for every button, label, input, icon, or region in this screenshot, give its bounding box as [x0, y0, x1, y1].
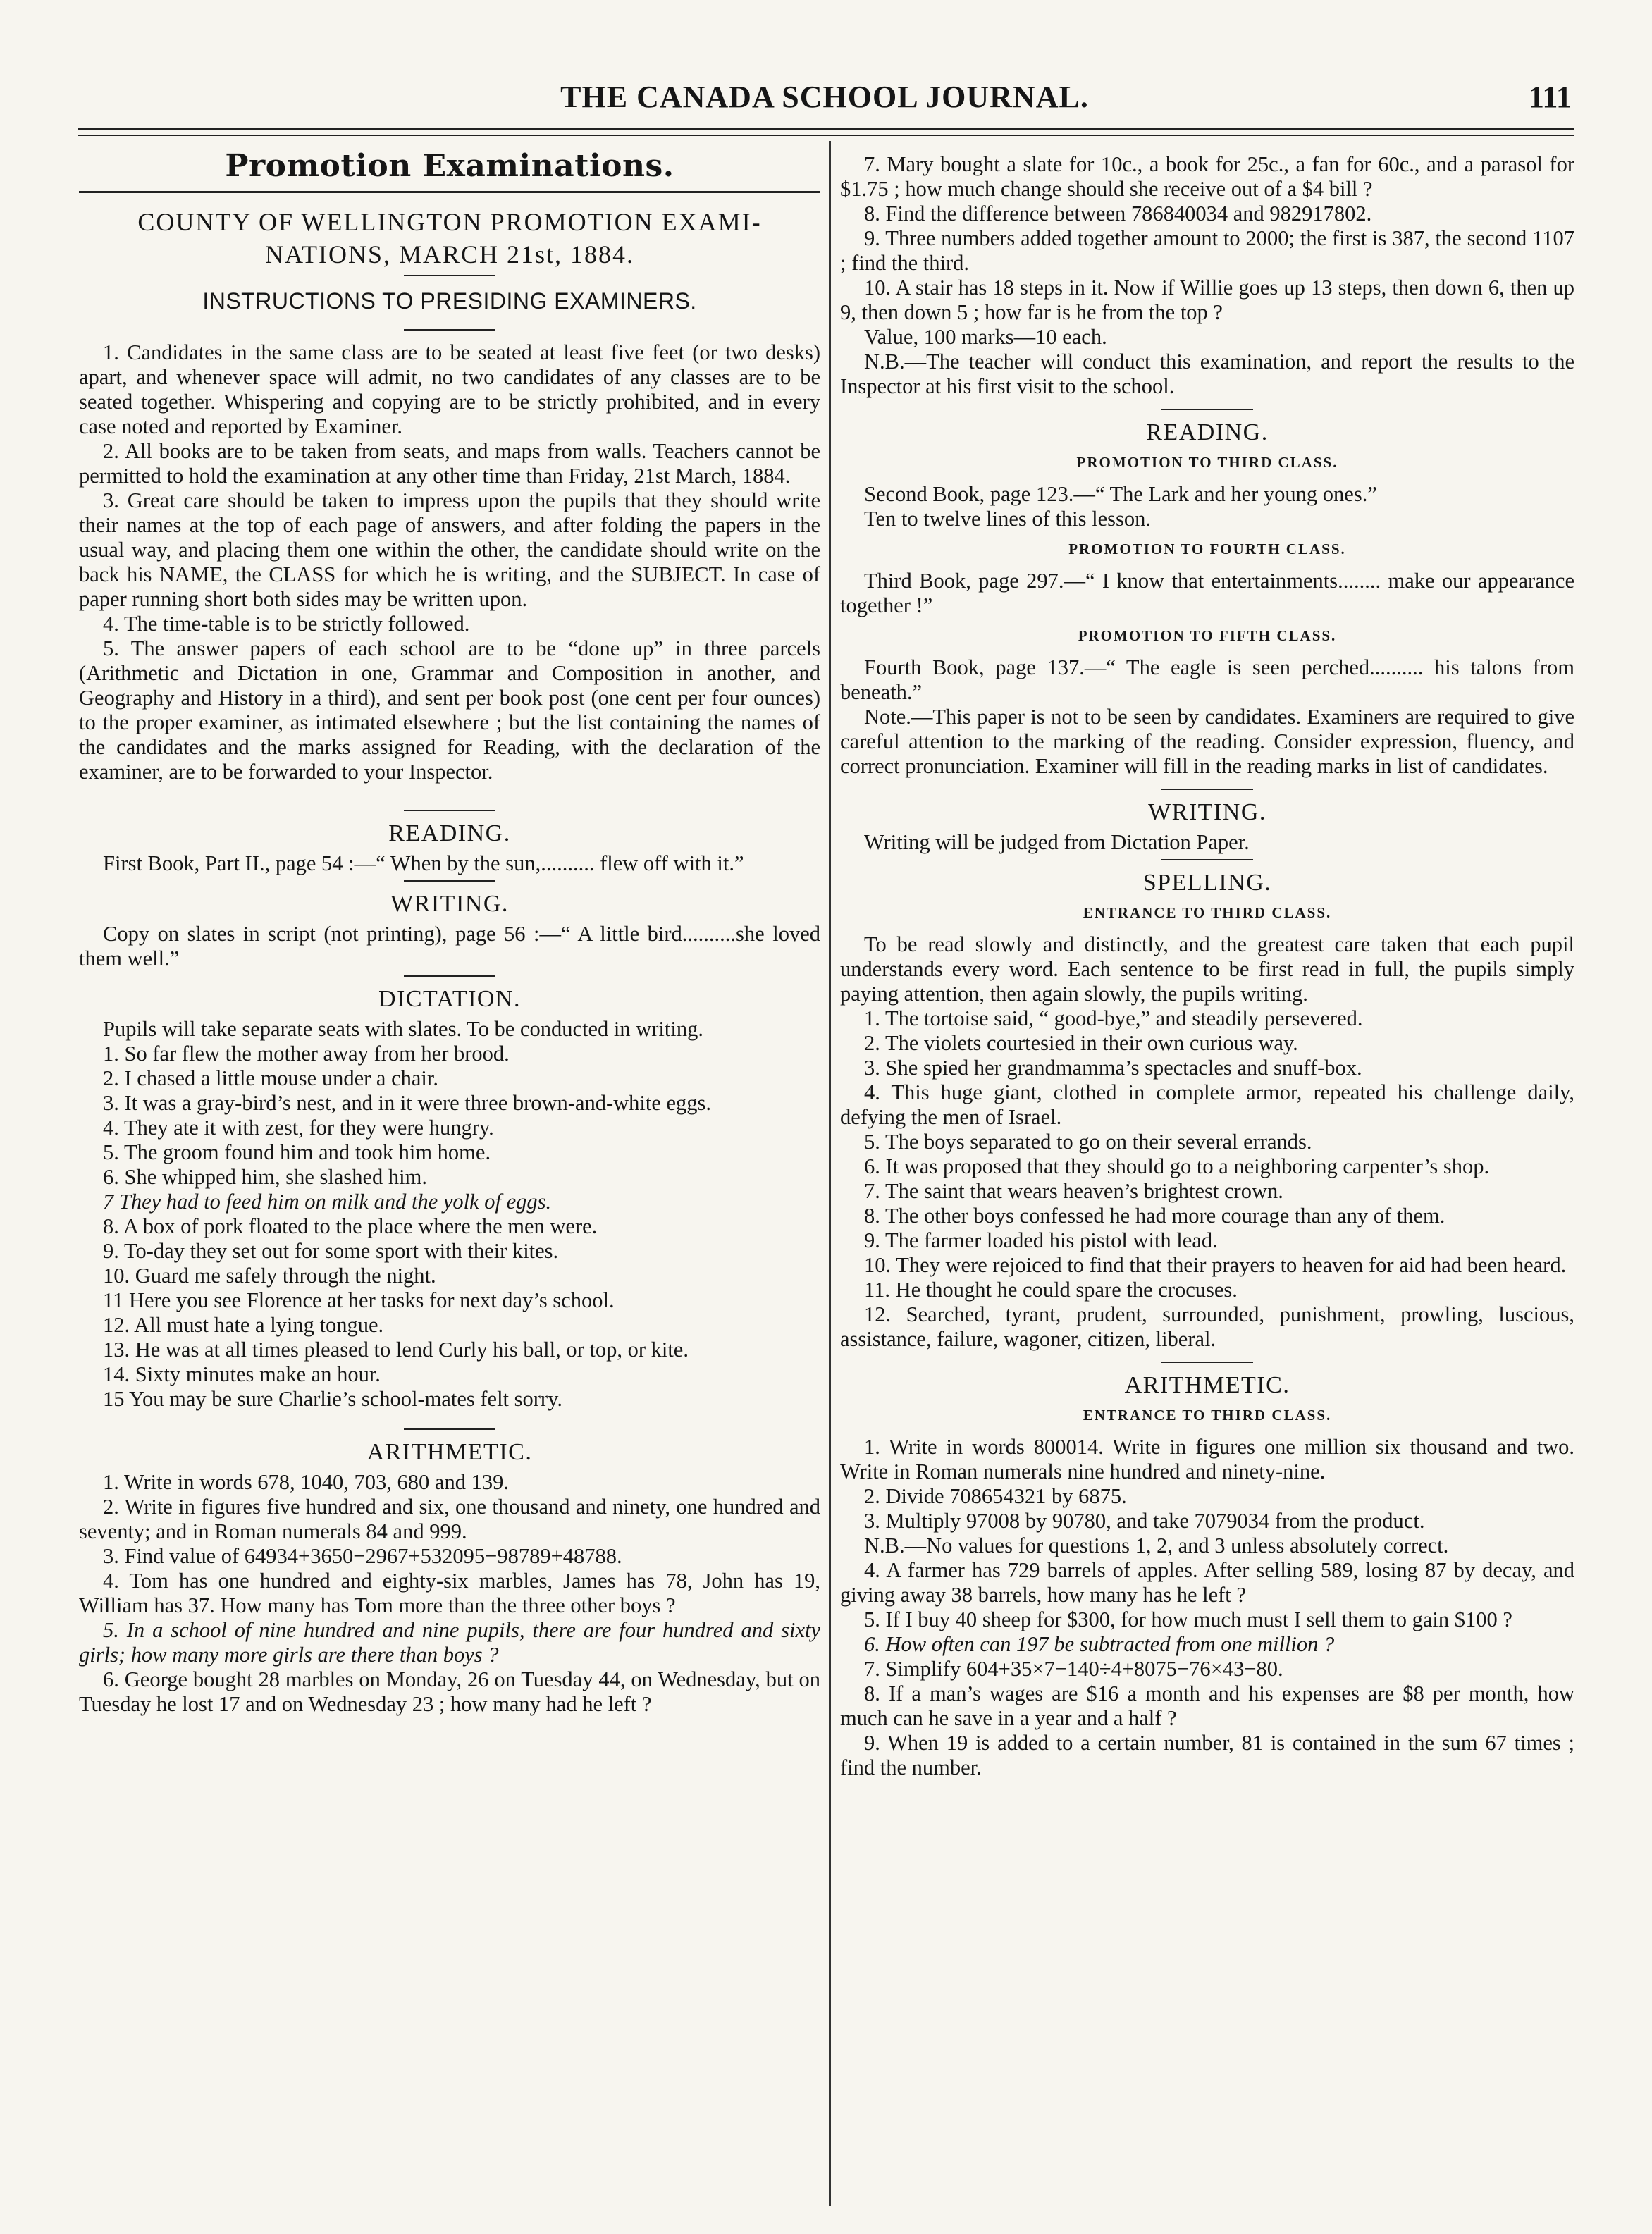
subsection-heading: ENTRANCE TO THIRD CLASS. [1083, 1407, 1332, 1424]
teacher-note: N.B.—The teacher will conduct this examination, and report the results to the Inspector at his first visit to the school. [840, 350, 1574, 398]
arithmetic-item: 8. If a man’s wages are $16 a month and his expenses are $8 per month, how much can he save in a year and a half ? [840, 1681, 1574, 1730]
dictation-item: 15 You may be sure Charlie’s school-mates felt sorry. [103, 1387, 562, 1411]
arithmetic-item: 5. If I buy 40 sheep for $300, for how much must I sell them to gain $100 ? [864, 1607, 1512, 1631]
arithmetic-item: 2. Write in figures five hundred and six, one thousand and ninety, one hundred and seventy; and in Roman numerals 84 and 999. [79, 1495, 820, 1543]
instructions-heading: INSTRUCTIONS TO PRESIDING EXAMINERS. [202, 288, 697, 314]
short-rule [1161, 859, 1253, 860]
spelling-item: 7. The saint that wears heaven’s brightest crown. [864, 1179, 1283, 1203]
arithmetic-item: 4. A farmer has 729 barrels of apples. After selling 589, losing 87 by decay, and giving away 38 barrels, how many has he left ? [840, 1558, 1574, 1607]
arithmetic-item: 6. How often can 197 be subtracted from one million ? [864, 1632, 1335, 1656]
dictation-item: 14. Sixty minutes make an hour. [103, 1362, 381, 1386]
dictation-item: 10. Guard me safely through the night. [103, 1264, 436, 1288]
arithmetic-item: 7. Simplify 604+35×7−140÷4+8075−76×43−80. [864, 1657, 1283, 1681]
county-heading-line: COUNTY OF WELLINGTON PROMOTION EXAMI- [137, 208, 762, 236]
dictation-item: 1. So far flew the mother away from her brood. [103, 1042, 510, 1066]
county-heading [79, 206, 820, 271]
arithmetic-item: 5. In a school of nine hundred and nine pupils, there are four hundred and sixty girls; how many more girls are there than boys ? [79, 1618, 820, 1667]
spelling-item: 12. Searched, tyrant, prudent, surrounded, punishment, prowling, luscious, assistance, failure, wagoner, citizen, liberal. [840, 1302, 1574, 1351]
page-number: 111 [1528, 80, 1572, 114]
spelling-item: 2. The violets courtesied in their own curious way. [864, 1031, 1298, 1055]
dictation-heading: DICTATION. [378, 986, 522, 1012]
dictation-intro: Pupils will take separate seats with slates. To be conducted in writing. [103, 1017, 703, 1041]
arithmetic-item: 1. Write in words 800014. Write in figures one million six thousand and two. Write in Roman numerals nine hundred and ninety-nine. [840, 1435, 1574, 1483]
writing-text: Writing will be judged from Dictation Paper. [864, 830, 1250, 854]
header-rule-thin [78, 135, 1574, 136]
short-rule [404, 810, 495, 811]
arithmetic-item: 9. Three numbers added together amount to 2000; the first is 387, the second 1107 ; find the third. [840, 226, 1574, 275]
short-rule [404, 880, 495, 882]
right-column [840, 152, 1574, 1780]
arithmetic-item: 9. When 19 is added to a certain number, 81 is contained in the sum 67 times ; find the number. [840, 1731, 1574, 1779]
spelling-item: 8. The other boys confessed he had more courage than any of them. [864, 1204, 1446, 1228]
arithmetic-item: 3. Find value of 64934+3650−2967+532095−98789+48788. [103, 1544, 622, 1568]
arithmetic-heading: ARITHMETIC. [1124, 1372, 1290, 1398]
header-rule-thick [78, 128, 1574, 130]
reading-text: Second Book, page 123.—“ The Lark and her young ones.” [864, 482, 1377, 506]
spelling-item: 9. The farmer loaded his pistol with lead. [864, 1228, 1218, 1252]
dictation-item: 7 They had to feed him on milk and the yolk of eggs. [103, 1190, 552, 1214]
dictation-item: 2. I chased a little mouse under a chair. [103, 1066, 438, 1090]
arithmetic-heading: ARITHMETIC. [366, 1439, 533, 1465]
column-rule [829, 141, 831, 2206]
short-rule [404, 1428, 495, 1430]
county-heading-line: NATIONS, MARCH 21st, 1884. [264, 240, 635, 269]
arithmetic-item: 10. A stair has 18 steps in it. Now if Willie goes up 13 steps, then down 6, then up 9, then down 5 ; how far is he from the top ? [840, 276, 1574, 324]
spelling-item: 6. It was proposed that they should go to a neighboring carpenter’s shop. [864, 1154, 1490, 1178]
arithmetic-item: 2. Divide 708654321 by 6875. [864, 1484, 1127, 1508]
arithmetic-item: 3. Multiply 97008 by 90780, and take 7079034 from the product. [864, 1509, 1425, 1533]
instruction-item: 4. The time-table is to be strictly followed. [103, 612, 470, 636]
instruction-item: 2. All books are to be taken from seats, and maps from walls. Teachers cannot be permitted to hold the examination at any other time than Friday, 21st March, 1884. [79, 439, 820, 488]
subsection-heading: PROMOTION TO THIRD CLASS. [1076, 454, 1338, 471]
short-rule [404, 975, 495, 977]
reading-text: Third Book, page 297.—“ I know that entertainments........ make our appearance together !” [840, 569, 1574, 617]
dictation-item: 12. All must hate a lying tongue. [103, 1313, 384, 1337]
spelling-item: 11. He thought he could spare the crocuses. [864, 1278, 1238, 1302]
short-rule [1161, 1362, 1253, 1363]
spelling-item: 5. The boys separated to go on their several errands. [864, 1130, 1312, 1154]
spelling-item: 1. The tortoise said, “ good-bye,” and steadily persevered. [864, 1006, 1363, 1030]
arithmetic-item: 8. Find the difference between 786840034 and 982917802. [864, 202, 1372, 226]
spelling-item: 3. She spied her grandmamma’s spectacles and snuff-box. [864, 1056, 1362, 1080]
writing-text: Copy on slates in script (not printing), page 56 :—“ A little bird..........she loved them well.” [79, 922, 820, 970]
instruction-item: 5. The answer papers of each school are to be “done up” in three parcels (Arithmetic and Dictation in one, Grammar and Composition in another, and Geography and History in a third), and sent per book post (one cent per four ounces) to the proper examiner, as intimated elsewhere ; but the list containing the names of the candidates and the marks assigned for Reading, with the declaration of the examiner, are to be forwarded to your Inspector. [79, 636, 820, 784]
instruction-item: 1. Candidates in the same class are to be seated at least five feet (or two desks) apart, and whenever space will admit, no two candidates of any classes are to be seated together. Whispering and copying are to be strictly prohibited, and in every case noted and reported by Examiner. [79, 340, 820, 438]
dictation-item: 4. They ate it with zest, for they were hungry. [103, 1116, 494, 1140]
short-rule [1161, 409, 1253, 410]
arithmetic-item: 6. George bought 28 marbles on Monday, 26 on Tuesday 44, on Wednesday, but on Tuesday he lost 17 and on Wednesday 23 ; how many had he left ? [79, 1667, 820, 1716]
reading-text: Ten to twelve lines of this lesson. [864, 507, 1152, 531]
reading-text: First Book, Part II., page 54 :—“ When by the sun,.......... flew off with it.” [103, 851, 744, 875]
spelling-intro: To be read slowly and distinctly, and the greatest care taken that each pupil understands every word. Each sentence to be first read in full, the pupils simply paying attention, then again slowly, the pupils writing. [840, 932, 1574, 1006]
section-rule [79, 191, 820, 193]
dictation-item: 13. He was at all times pleased to lend Curly his ball, or top, or kite. [103, 1338, 689, 1362]
short-rule [1161, 789, 1253, 790]
marks-value: Value, 100 marks—10 each. [864, 325, 1107, 349]
short-rule [404, 329, 495, 331]
subsection-heading: PROMOTION TO FIFTH CLASS. [1078, 627, 1337, 644]
spelling-item: 4. This huge giant, clothed in complete armor, repeated his challenge daily, defying the men of Israel. [840, 1080, 1574, 1129]
spelling-heading: SPELLING. [1142, 870, 1272, 896]
running-head [78, 79, 1572, 121]
dictation-item: 5. The groom found him and took him home. [103, 1140, 491, 1164]
left-column [79, 148, 820, 1717]
dictation-item: 6. She whipped him, she slashed him. [103, 1165, 428, 1189]
reading-note: Note.—This paper is not to be seen by candidates. Examiners are required to give careful attention to the marking of the reading. Consider expression, fluency, and correct pronunciation. Examiner will fill in the reading marks in list of candidates. [840, 705, 1574, 778]
dictation-item: 11 Here you see Florence at her tasks for next day’s school. [103, 1288, 615, 1312]
spelling-item: 10. They were rejoiced to find that their prayers to heaven for aid had been heard. [864, 1253, 1567, 1277]
arithmetic-item: 7. Mary bought a slate for 10c., a book for 25c., a fan for 60c., and a parasol for $1.75 ; how much change should she receive out of a $4 bill ? [840, 152, 1574, 201]
subsection-heading: PROMOTION TO FOURTH CLASS. [1068, 541, 1346, 557]
arithmetic-item: 4. Tom has one hundred and eighty-six marbles, James has 78, John has 19, William has 37. How many has Tom more than the three other boys ? [79, 1569, 820, 1617]
writing-heading: WRITING. [390, 891, 509, 917]
instruction-item: 3. Great care should be taken to impress upon the pupils that they should write their names at the top of each page of answers, and after folding the papers in the usual way, and placing them one within the other, the candidate should write on the back his NAME, the CLASS for which he is writing, and the SUBJECT. In case of paper running short both sides may be written upon. [79, 488, 820, 611]
section-title: Promotion Examinations. [225, 148, 674, 184]
dictation-item: 8. A box of pork floated to the place where the men were. [103, 1214, 598, 1238]
subsection-heading: ENTRANCE TO THIRD CLASS. [1083, 904, 1332, 921]
arithmetic-item: 1. Write in words 678, 1040, 703, 680 and 139. [103, 1470, 509, 1494]
short-rule [404, 275, 495, 276]
dictation-item: 9. To-day they set out for some sport with their kites. [103, 1239, 559, 1263]
reading-heading: READING. [388, 820, 511, 846]
writing-heading: WRITING. [1148, 799, 1266, 825]
journal-title: THE CANADA SCHOOL JOURNAL. [560, 80, 1089, 114]
arithmetic-note: N.B.—No values for questions 1, 2, and 3 unless absolutely correct. [864, 1533, 1449, 1557]
reading-heading: READING. [1146, 419, 1269, 445]
reading-text: Fourth Book, page 137.—“ The eagle is seen perched.......... his talons from beneath.” [840, 655, 1574, 704]
dictation-item: 3. It was a gray-bird’s nest, and in it were three brown-and-white eggs. [103, 1091, 712, 1115]
